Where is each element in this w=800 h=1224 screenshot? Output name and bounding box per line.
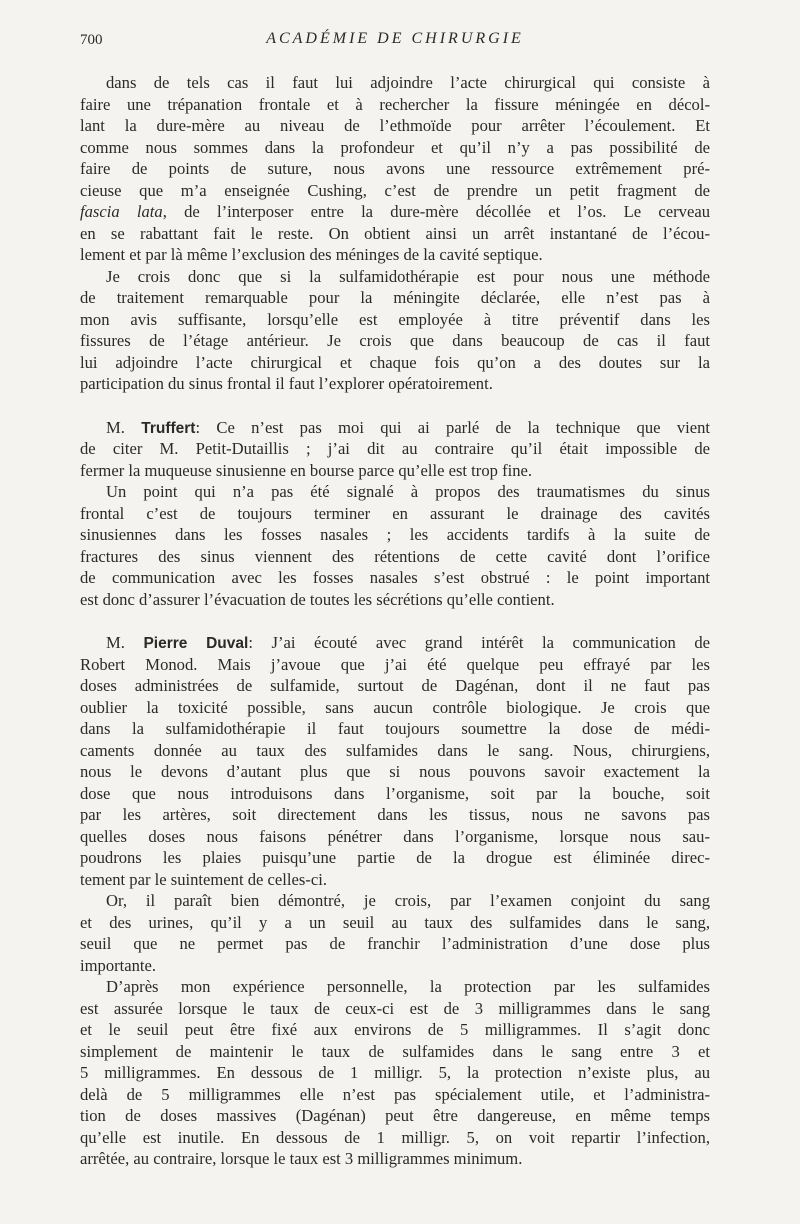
text-line: et le seuil peut être fixé aux environs de 5 milligrammes. Il s’agit donc [80,1020,710,1039]
text-line: mon avis suffisante, lorsqu’elle est employée à titre préventif dans les [80,309,710,329]
text-line: simplement de maintenir le taux de sulfamides dans le sang entre 3 et [80,1041,710,1061]
text-line: de citer M. Petit-Dutaillis ; j’ai dit au contraire qu’il était impossible de [80,439,710,458]
text-line: faire une trépanation frontale et à rechercher la fissure méningée en décol- [80,94,710,114]
text-line: delà de 5 milligrammes elle n’est pas spécialement utile, et l’administra- [80,1084,710,1104]
text-line: Un point qui n’a pas été signalé à propos des traumatismes du sinus [106,482,710,501]
text-line: lement et par là même l’exclusion des méninges de la cavité septique. [80,245,543,264]
text-line: dans de tels cas il faut lui adjoindre l’acte chirurgical qui consiste à [106,73,710,92]
text-line: par les artères, soit directement dans les tissus, nous ne savons pas [80,805,710,824]
text-line: poudrons les plaies puisqu’une partie de la drogue est éliminée direc- [80,848,710,867]
paragraph-gap [80,610,710,632]
text-line: faire de points de suture, nous avons une ressource extrêmement pré- [80,159,710,178]
speaker-paragraph [80,632,710,890]
text-line: comme nous sommes dans la profondeur et qu’il n’y a pas possibilité de [80,137,710,157]
text-line: est donc d’assurer l’évacuation de toutes les sécrétions qu’elle contient. [80,589,555,609]
text-line: doses administrées de sulfamide, surtout de Dagénan, dont il ne faut pas [80,676,710,695]
text-line [80,632,710,654]
text-line: fissures de l’étage antérieur. Je crois que dans beaucoup de cas il faut [80,331,710,350]
text-line: seuil que ne permet pas de franchir l’administration d’une dose plus [80,934,710,953]
text-line: sinusiennes dans les fosses nasales ; les accidents tardifs à la suite de [80,525,710,544]
speaker-paragraph [80,417,710,482]
paragraph [80,72,710,266]
text-line: participation du sinus frontal il faut l’explorer opératoirement. [80,374,493,393]
text-line: caments donnée au taux des sulfamides dans le sang. Nous, chirurgiens, [80,740,710,760]
text-line: 5 milligrammes. En dessous de 1 milligr. 5, la protection n’existe plus, au [80,1063,710,1082]
text-line: tion de doses massives (Dagénan) peut être dangereuse, en même temps [80,1106,710,1125]
speaker-name: Truffert [141,419,196,437]
italic-term: fascia lata [80,202,163,221]
text-line: arrêtée, au contraire, lorsque le taux est 3 milligrammes minimum. [80,1149,523,1168]
text-line: lant la dure-mère au niveau de l’ethmoïde pour arrêter l’écoulement. Et [80,116,710,135]
text-line: frontal c’est de toujours terminer en assurant le drainage des cavités [80,503,710,523]
paragraph-gap [80,395,710,417]
line-text: : J’ai écouté avec grand intérêt la communication de [248,633,710,652]
line-text: : Ce n’est pas moi qui ai parlé de la technique que vient [195,417,710,437]
text-line: quelles doses nous faisons pénétrer dans l’organisme, lorsque nous sau- [80,826,710,846]
text-line: Robert Monod. Mais j’avoue que j’ai été quelque peu effrayé par les [80,654,710,674]
text-line: de communication avec les fosses nasales s’est obstrué : le point important [80,568,710,587]
text-line [80,417,710,439]
text-line: dans la sulfamidothérapie il faut toujours soumettre la dose de médi- [80,719,710,738]
text-line: et des urines, qu’il y a un seuil au taux des sulfamides dans le sang, [80,912,710,932]
text-line: importante. [80,955,157,975]
text-line: fermer la muqueuse sinusienne en bourse parce qu’elle est trop fine. [80,460,533,480]
line-text: , de l’interposer entre la dure-mère décollée et l’os. Le cerveau [162,202,710,221]
text-line: tement par le suintement de celles-ci. [80,869,327,889]
text-line: nous le devons d’autant plus que si nous pouvons savoir exactement la [80,762,710,781]
speaker-name: Pierre Duval [143,635,249,652]
text-line: Or, il paraît bien démontré, je crois, par l’examen conjoint du sang [106,891,710,910]
text-line: D’après mon expérience personnelle, la protection par les sulfamides [106,977,710,996]
speaker-prefix: M. [106,633,144,652]
text-line: dose que nous introduisons dans l’organisme, soit par la bouche, soit [80,783,710,803]
text-line: est assurée lorsque le taux de ceux-ci est de 3 milligrammes dans le sang [80,998,710,1018]
text-line: oublier la toxicité possible, sans aucun contrôle biologique. Je crois que [80,697,710,717]
paragraph [80,481,710,610]
running-title: ACADÉMIE DE CHIRURGIE [266,30,524,47]
speaker-prefix: M. [106,417,142,437]
page-header [80,30,710,54]
text-line: fractures des sinus viennent des rétentions de cette cavité dont l’orifice [80,546,710,566]
document-body [80,72,710,1170]
paragraph [80,890,710,976]
text-line: cieuse que m’a enseignée Cushing, c’est de prendre un petit fragment de [80,180,710,200]
page-number: 700 [80,32,103,48]
text-line: de traitement remarquable pour la méningite déclarée, elle n’est pas à [80,288,710,307]
text-line: lui adjoindre l’acte chirurgical et chaque fois qu’on a des doutes sur la [80,352,710,372]
text-line: qu’elle est inutile. En dessous de 1 milligr. 5, on voit repartir l’infection, [80,1127,710,1147]
paragraph [80,266,710,395]
text-line: en se rabattant fait le reste. On obtient ainsi un arrêt instantané de l’écou- [80,223,710,243]
text-line: Je crois donc que si la sulfamidothérapie est pour nous une méthode [106,266,710,286]
paragraph [80,976,710,1170]
text-line [80,201,710,223]
